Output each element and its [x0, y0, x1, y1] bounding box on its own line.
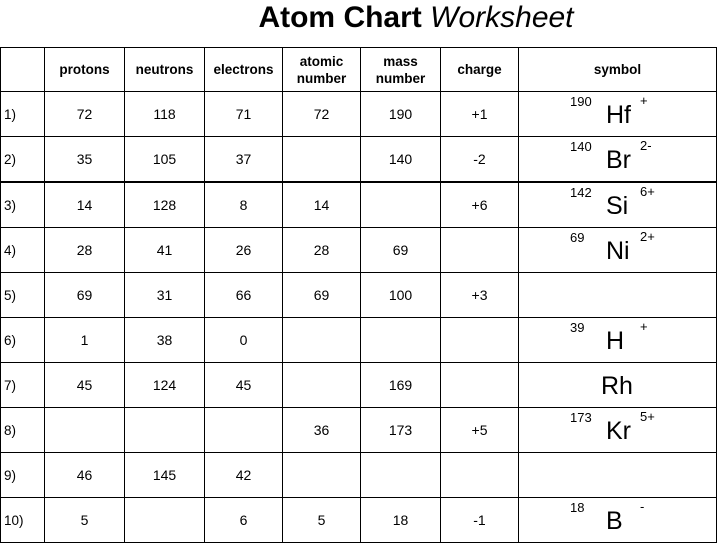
cell-symbol[interactable] [519, 273, 717, 318]
cell-symbol[interactable] [519, 408, 717, 453]
cell-charge[interactable] [441, 363, 519, 408]
symbol-mass-superscript: 142 [570, 185, 592, 200]
cell-protons[interactable]: 14 [45, 182, 125, 228]
header-atomic-number [283, 48, 361, 92]
cell-atomic[interactable] [283, 453, 361, 498]
table-row [1, 408, 717, 453]
cell-mass[interactable]: 18 [361, 498, 441, 543]
symbol-element: Si [606, 192, 629, 220]
table-row [1, 363, 717, 408]
header-protons: protons [45, 48, 125, 92]
cell-neutrons[interactable]: 118 [125, 92, 205, 137]
cell-charge[interactable] [441, 228, 519, 273]
table-row [1, 453, 717, 498]
cell-atomic[interactable] [283, 318, 361, 363]
cell-neutrons[interactable]: 105 [125, 137, 205, 183]
cell-atomic[interactable]: 5 [283, 498, 361, 543]
header-mass-line2: number [375, 70, 426, 86]
symbol-element: Ni [606, 237, 630, 265]
cell-neutrons[interactable]: 128 [125, 182, 205, 228]
cell-charge[interactable] [441, 453, 519, 498]
cell-protons[interactable]: 35 [45, 137, 125, 183]
header-mass-number [361, 48, 441, 92]
header-atomic-line2: number [296, 70, 347, 86]
symbol-notation [519, 408, 716, 452]
symbol-notation [519, 92, 716, 136]
cell-mass[interactable] [361, 318, 441, 363]
row-number: 3) [1, 182, 45, 228]
cell-mass[interactable]: 69 [361, 228, 441, 273]
table-row [1, 92, 717, 137]
symbol-notation [519, 228, 716, 272]
symbol-charge-superscript: 2+ [640, 229, 655, 244]
cell-protons[interactable]: 72 [45, 92, 125, 137]
symbol-notation [519, 498, 716, 542]
table-row [1, 273, 717, 318]
symbol-mass-superscript: 140 [570, 139, 592, 154]
row-number: 5) [1, 273, 45, 318]
cell-symbol[interactable] [519, 137, 717, 183]
cell-protons[interactable]: 69 [45, 273, 125, 318]
symbol-notation [519, 453, 716, 497]
cell-atomic[interactable]: 72 [283, 92, 361, 137]
symbol-mass-superscript: 69 [570, 230, 585, 245]
symbol-mass-superscript: 18 [570, 500, 585, 515]
header-atomic-line1: atomic [299, 53, 344, 69]
cell-neutrons[interactable] [125, 408, 205, 453]
row-number: 8) [1, 408, 45, 453]
cell-neutrons[interactable]: 31 [125, 273, 205, 318]
header-mass-line1: mass [383, 53, 418, 69]
title-bold: Atom Chart [258, 1, 422, 34]
cell-atomic[interactable] [283, 363, 361, 408]
symbol-notation [519, 363, 716, 407]
cell-neutrons[interactable]: 145 [125, 453, 205, 498]
table-row [1, 318, 717, 363]
cell-symbol[interactable] [519, 182, 717, 228]
cell-neutrons[interactable]: 124 [125, 363, 205, 408]
symbol-element: Kr [606, 417, 631, 445]
header-electrons: electrons [205, 48, 283, 92]
cell-charge[interactable]: -1 [441, 498, 519, 543]
cell-atomic[interactable]: 36 [283, 408, 361, 453]
symbol-notation [519, 183, 716, 227]
cell-protons[interactable]: 1 [45, 318, 125, 363]
cell-electrons[interactable]: 45 [205, 363, 283, 408]
cell-charge[interactable]: +5 [441, 408, 519, 453]
row-number: 4) [1, 228, 45, 273]
cell-charge[interactable]: +3 [441, 273, 519, 318]
cell-electrons[interactable]: 42 [205, 453, 283, 498]
cell-electrons[interactable]: 26 [205, 228, 283, 273]
cell-protons[interactable]: 5 [45, 498, 125, 543]
symbol-charge-superscript: + [640, 93, 648, 108]
cell-electrons[interactable]: 0 [205, 318, 283, 363]
symbol-element: Rh [601, 372, 633, 400]
cell-protons[interactable]: 28 [45, 228, 125, 273]
symbol-mass-superscript: 190 [570, 94, 592, 109]
cell-charge[interactable]: -2 [441, 137, 519, 183]
cell-atomic[interactable]: 69 [283, 273, 361, 318]
row-number: 9) [1, 453, 45, 498]
symbol-element: H [606, 327, 625, 355]
cell-charge[interactable] [441, 318, 519, 363]
cell-electrons[interactable]: 71 [205, 92, 283, 137]
symbol-element: Br [606, 146, 631, 174]
symbol-charge-superscript: 5+ [640, 409, 655, 424]
header-neutrons: neutrons [125, 48, 205, 92]
table-row [1, 137, 717, 183]
cell-mass[interactable] [361, 182, 441, 228]
cell-electrons[interactable]: 37 [205, 137, 283, 183]
atom-chart-table [0, 47, 717, 543]
cell-neutrons[interactable]: 38 [125, 318, 205, 363]
cell-symbol[interactable] [519, 453, 717, 498]
header-blank [1, 48, 45, 92]
cell-electrons[interactable]: 6 [205, 498, 283, 543]
table-body [1, 92, 717, 543]
cell-protons[interactable] [45, 408, 125, 453]
cell-symbol[interactable] [519, 92, 717, 137]
row-number: 6) [1, 318, 45, 363]
symbol-mass-superscript: 173 [570, 410, 592, 425]
symbol-charge-superscript: 6+ [640, 184, 655, 199]
symbol-charge-superscript: + [640, 319, 648, 334]
cell-protons[interactable]: 45 [45, 363, 125, 408]
symbol-element: Hf [606, 101, 631, 129]
symbol-notation [519, 318, 716, 362]
cell-mass[interactable]: 169 [361, 363, 441, 408]
cell-mass[interactable]: 173 [361, 408, 441, 453]
cell-electrons[interactable]: 8 [205, 182, 283, 228]
header-symbol: symbol [519, 48, 717, 92]
worksheet-title [0, 0, 720, 44]
symbol-notation [519, 273, 716, 317]
cell-electrons[interactable] [205, 408, 283, 453]
cell-charge[interactable]: +6 [441, 182, 519, 228]
cell-electrons[interactable]: 66 [205, 273, 283, 318]
cell-mass[interactable]: 190 [361, 92, 441, 137]
row-number: 2) [1, 137, 45, 183]
symbol-element: B [606, 507, 623, 535]
table-row [1, 228, 717, 273]
table-row [1, 182, 717, 228]
title-italic: Worksheet [430, 1, 574, 34]
cell-mass[interactable] [361, 453, 441, 498]
header-charge: charge [441, 48, 519, 92]
cell-symbol[interactable] [519, 498, 717, 543]
cell-atomic[interactable]: 28 [283, 228, 361, 273]
symbol-charge-superscript: 2- [640, 138, 652, 153]
row-number: 10) [1, 498, 45, 543]
cell-symbol[interactable] [519, 318, 717, 363]
symbol-notation [519, 137, 716, 181]
row-number: 1) [1, 92, 45, 137]
symbol-mass-superscript: 39 [570, 320, 585, 335]
row-number: 7) [1, 363, 45, 408]
cell-symbol[interactable] [519, 228, 717, 273]
symbol-charge-superscript: - [640, 499, 645, 514]
table-row [1, 498, 717, 543]
cell-symbol[interactable] [519, 363, 717, 408]
cell-protons[interactable]: 46 [45, 453, 125, 498]
cell-atomic[interactable]: 14 [283, 182, 361, 228]
header-row [1, 48, 717, 92]
cell-atomic[interactable] [283, 137, 361, 183]
cell-mass[interactable]: 100 [361, 273, 441, 318]
cell-neutrons[interactable] [125, 498, 205, 543]
cell-neutrons[interactable]: 41 [125, 228, 205, 273]
cell-charge[interactable]: +1 [441, 92, 519, 137]
cell-mass[interactable]: 140 [361, 137, 441, 183]
